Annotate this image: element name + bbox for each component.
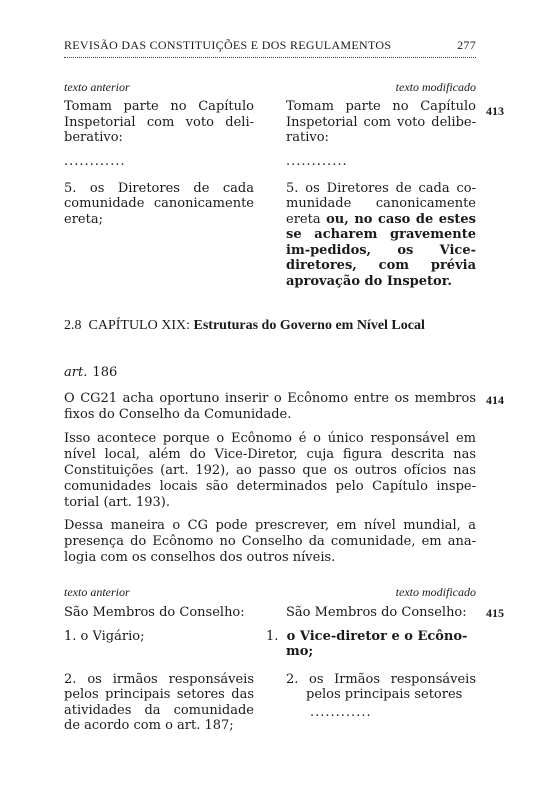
comparison-1 — [64, 80, 476, 289]
running-header — [64, 38, 476, 58]
margin-number-415: 415 — [486, 606, 504, 620]
article-ref — [64, 361, 476, 380]
paragraph-3: Dessa maneira o CG pode prescrever, em nível mundial, a presença do Ecônomo no Conselho da comunidade, em ana-logia com os conselhos dos outros níveis. — [64, 518, 476, 565]
modified-item-1 — [266, 629, 476, 660]
modified-item-5-added: ou, no caso de estes se acharem gravemente im-pedidos, os Vice-diretores, com prévia aprovação do Inspetor. — [286, 211, 476, 289]
comparison-2 — [64, 585, 476, 734]
label-previous-text-2: texto anterior — [64, 585, 130, 599]
previous-item-5: 5. os Diretores de cada comunidade canonicamente ereta; — [64, 180, 254, 227]
modified-item-1-number: 1. — [266, 628, 279, 644]
section-title-chapter: CAPÍTULO XIX: — [88, 318, 194, 333]
page-number: 277 — [457, 38, 476, 52]
modified-item-1-text: o Vice-diretor e o Ecôno-mo; — [286, 628, 468, 659]
label-modified-text-2: texto modificado — [395, 585, 476, 599]
ellipsis-right: ............ — [286, 153, 348, 169]
modified-item-2: 2. os Irmãos responsáveis pelos principais setores — [286, 671, 476, 702]
section-title-bold: Estruturas do Governo em Nível Local — [193, 318, 425, 333]
margin-number-414: 414 — [486, 393, 504, 407]
article-prefix: art. — [64, 365, 88, 380]
modified-item-2-wrap — [286, 672, 476, 734]
modified-intro: Tomam parte no Capítulo Inspetorial com voto delibe-rativo: — [286, 99, 476, 145]
modified-item-5 — [286, 181, 476, 290]
section-heading — [64, 318, 476, 334]
ellipsis-right-2: ............ — [310, 704, 372, 720]
previous-council-heading: São Membros do Conselho: — [64, 605, 245, 620]
page — [64, 0, 476, 789]
ellipsis-left: ............ — [64, 153, 126, 169]
modified-item-5-plain: 5. os Diretores de cada co-munidade canonicamente ereta — [286, 180, 476, 227]
paragraph-1: O CG21 acha oportuno inserir o Ecônomo entre os membros fixos do Conselho da Comunidade. — [64, 391, 476, 422]
article-number: 186 — [92, 365, 118, 380]
previous-item-1: 1. o Vigário; — [64, 628, 145, 644]
paragraph-2: Isso acontece porque o Ecônomo é o único responsável em nível local, além do Vice-Diretor, cuja figura descrita nas Constituições (art. 192), ao passo que os outros ofícios nas comunidades locais são determinados pelo Capítulo inspe-torial (art. 193). — [64, 431, 476, 510]
margin-number-413: 413 — [486, 104, 504, 118]
modified-council-heading: São Membros do Conselho: — [286, 605, 467, 620]
section-number: 2.8 — [64, 318, 82, 333]
previous-intro: Tomam parte no Capítulo Inspetorial com voto deli-berativo: — [64, 99, 254, 145]
label-modified-text: texto modificado — [395, 80, 476, 94]
previous-item-2: 2. os irmãos responsáveis pelos principais setores das atividades da comunidade de acordo com o art. 187; — [64, 671, 254, 733]
header-title: REVISÃO DAS CONSTITUIÇÕES E DOS REGULAMENTOS — [64, 38, 392, 52]
label-previous-text: texto anterior — [64, 80, 130, 94]
